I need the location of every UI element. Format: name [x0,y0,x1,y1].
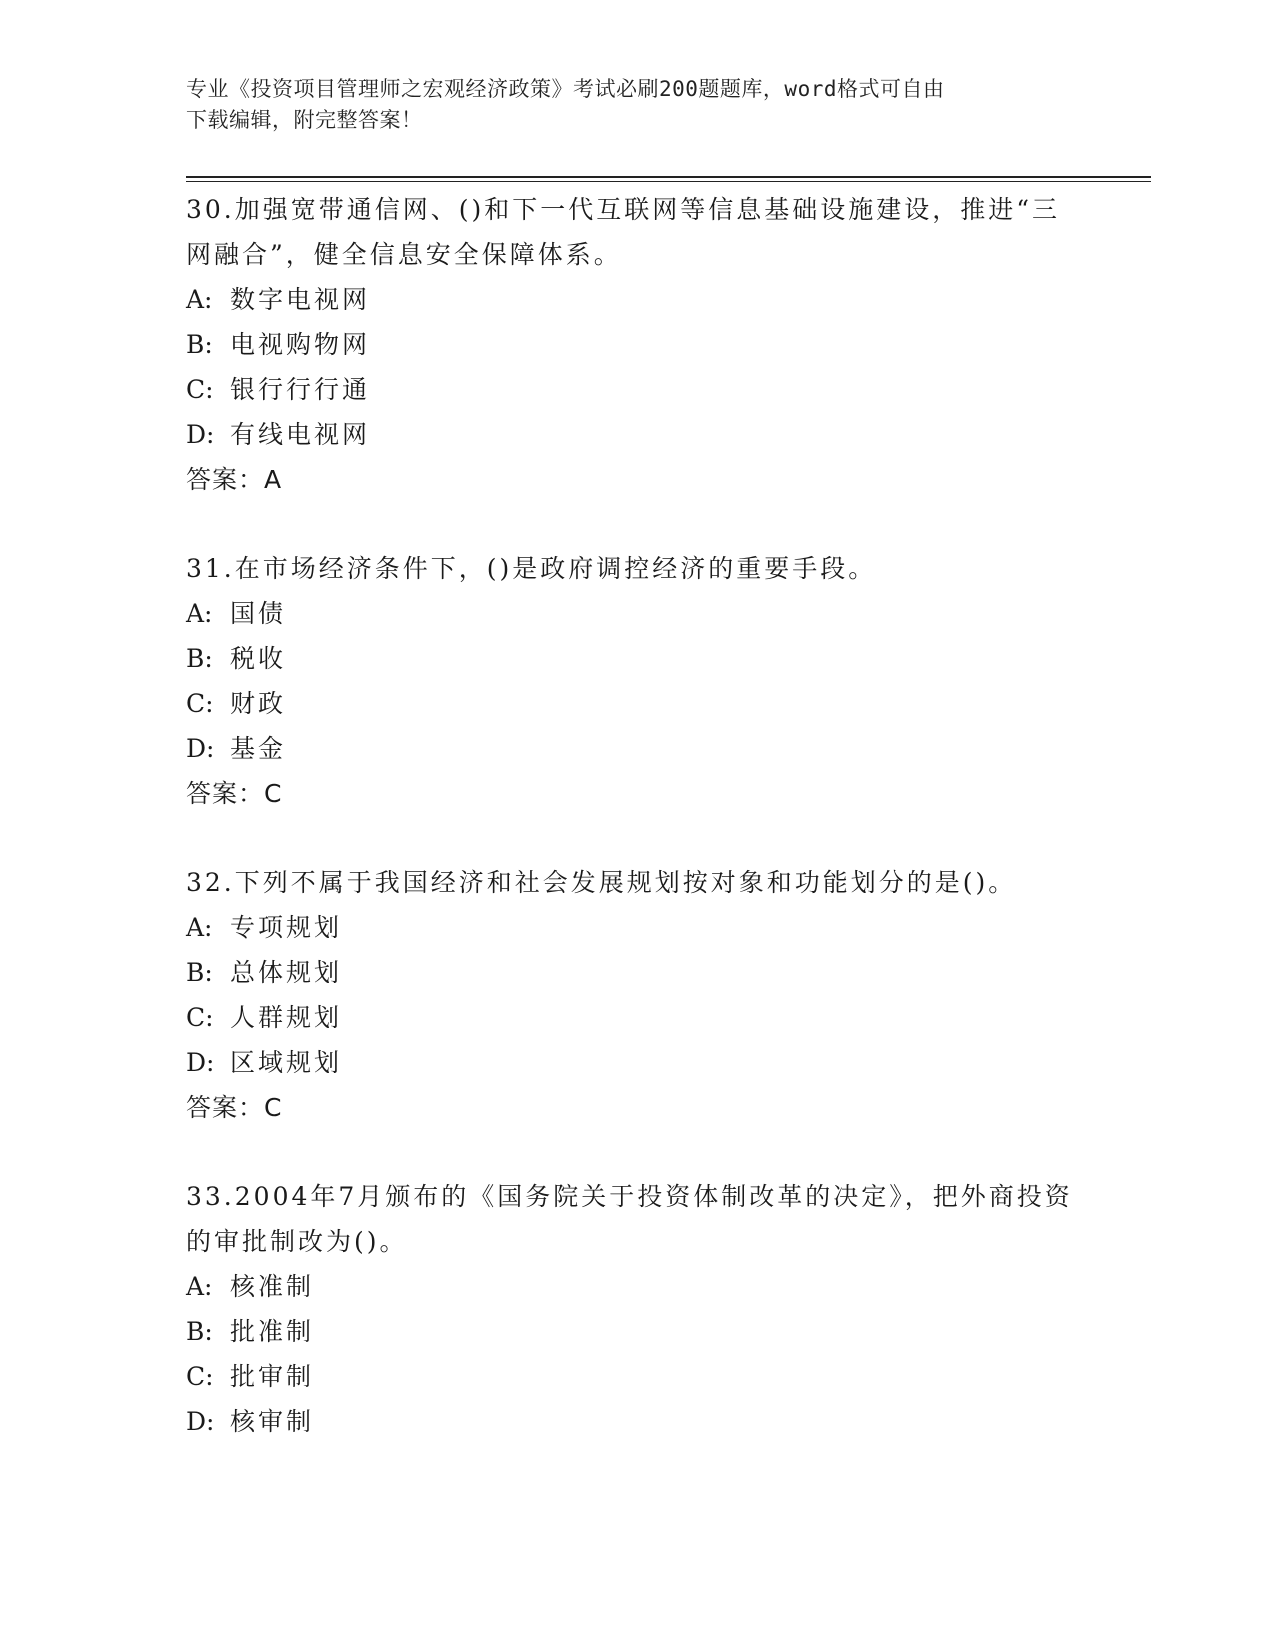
option-c [186,995,1086,1040]
option-letter: D: [186,734,215,763]
option-text: 银行行行通 [230,375,371,404]
option-text: 人群规划 [230,1003,343,1032]
header-divider-thin [186,181,1151,182]
option-c [186,681,1086,726]
option-text: 电视购物网 [230,330,371,359]
option-letter: A: [186,599,213,628]
option-text: 基金 [230,734,287,763]
option-letter: C: [186,689,214,718]
question-stem: 33.2004年7月颁布的《国务院关于投资体制改革的决定》，把外商投资的审批制改为()。 [186,1182,1073,1256]
question-30 [186,187,1086,502]
option-c [186,1354,1086,1399]
option-text: 核审制 [230,1407,315,1436]
option-letter: D: [186,1407,215,1436]
option-text: 总体规划 [230,958,343,987]
header-line-1: 专业《投资项目管理师之宏观经济政策》考试必刷200题题库，word格式可自由 [186,77,945,101]
option-b [186,1309,1086,1354]
option-a [186,591,1086,636]
option-letter: A: [186,913,213,942]
question-31 [186,546,1086,816]
question-stem: 30.加强宽带通信网、()和下一代互联网等信息基础设施建设，推进“三网融合”，健全信息安全保障体系。 [186,195,1061,269]
option-d [186,1040,1086,1085]
option-b [186,636,1086,681]
option-letter: C: [186,1003,214,1032]
option-letter: D: [186,420,215,449]
option-letter: C: [186,375,214,404]
answer-line: 答案：C [186,1093,283,1122]
question-32 [186,860,1086,1130]
option-a [186,905,1086,950]
question-stem: 31.在市场经济条件下，()是政府调控经济的重要手段。 [186,554,877,583]
document-header [186,74,1066,136]
option-d [186,726,1086,771]
option-b [186,950,1086,995]
answer-line: 答案：C [186,779,283,808]
option-text: 区域规划 [230,1048,343,1077]
option-text: 批准制 [230,1317,315,1346]
option-letter: D: [186,1048,215,1077]
option-text: 税收 [230,644,287,673]
option-letter: A: [186,1272,213,1301]
option-d [186,1399,1086,1444]
option-text: 核准制 [230,1272,315,1301]
option-letter: B: [186,644,213,673]
question-list [186,187,1086,1488]
option-letter: C: [186,1362,214,1391]
option-d [186,412,1086,457]
option-b [186,322,1086,367]
answer-line: 答案：A [186,465,283,494]
option-a [186,1264,1086,1309]
option-c [186,367,1086,412]
option-text: 国债 [230,599,287,628]
question-33 [186,1174,1086,1444]
option-a [186,277,1086,322]
header-line-2: 下载编辑，附完整答案！ [186,108,423,132]
option-text: 数字电视网 [230,285,371,314]
header-divider-thick [186,176,1151,178]
option-letter: B: [186,1317,213,1346]
option-letter: B: [186,330,213,359]
option-text: 批审制 [230,1362,315,1391]
question-stem: 32.下列不属于我国经济和社会发展规划按对象和功能划分的是()。 [186,868,1017,897]
option-letter: A: [186,285,213,314]
option-text: 有线电视网 [230,420,371,449]
option-letter: B: [186,958,213,987]
option-text: 财政 [230,689,287,718]
option-text: 专项规划 [230,913,343,942]
